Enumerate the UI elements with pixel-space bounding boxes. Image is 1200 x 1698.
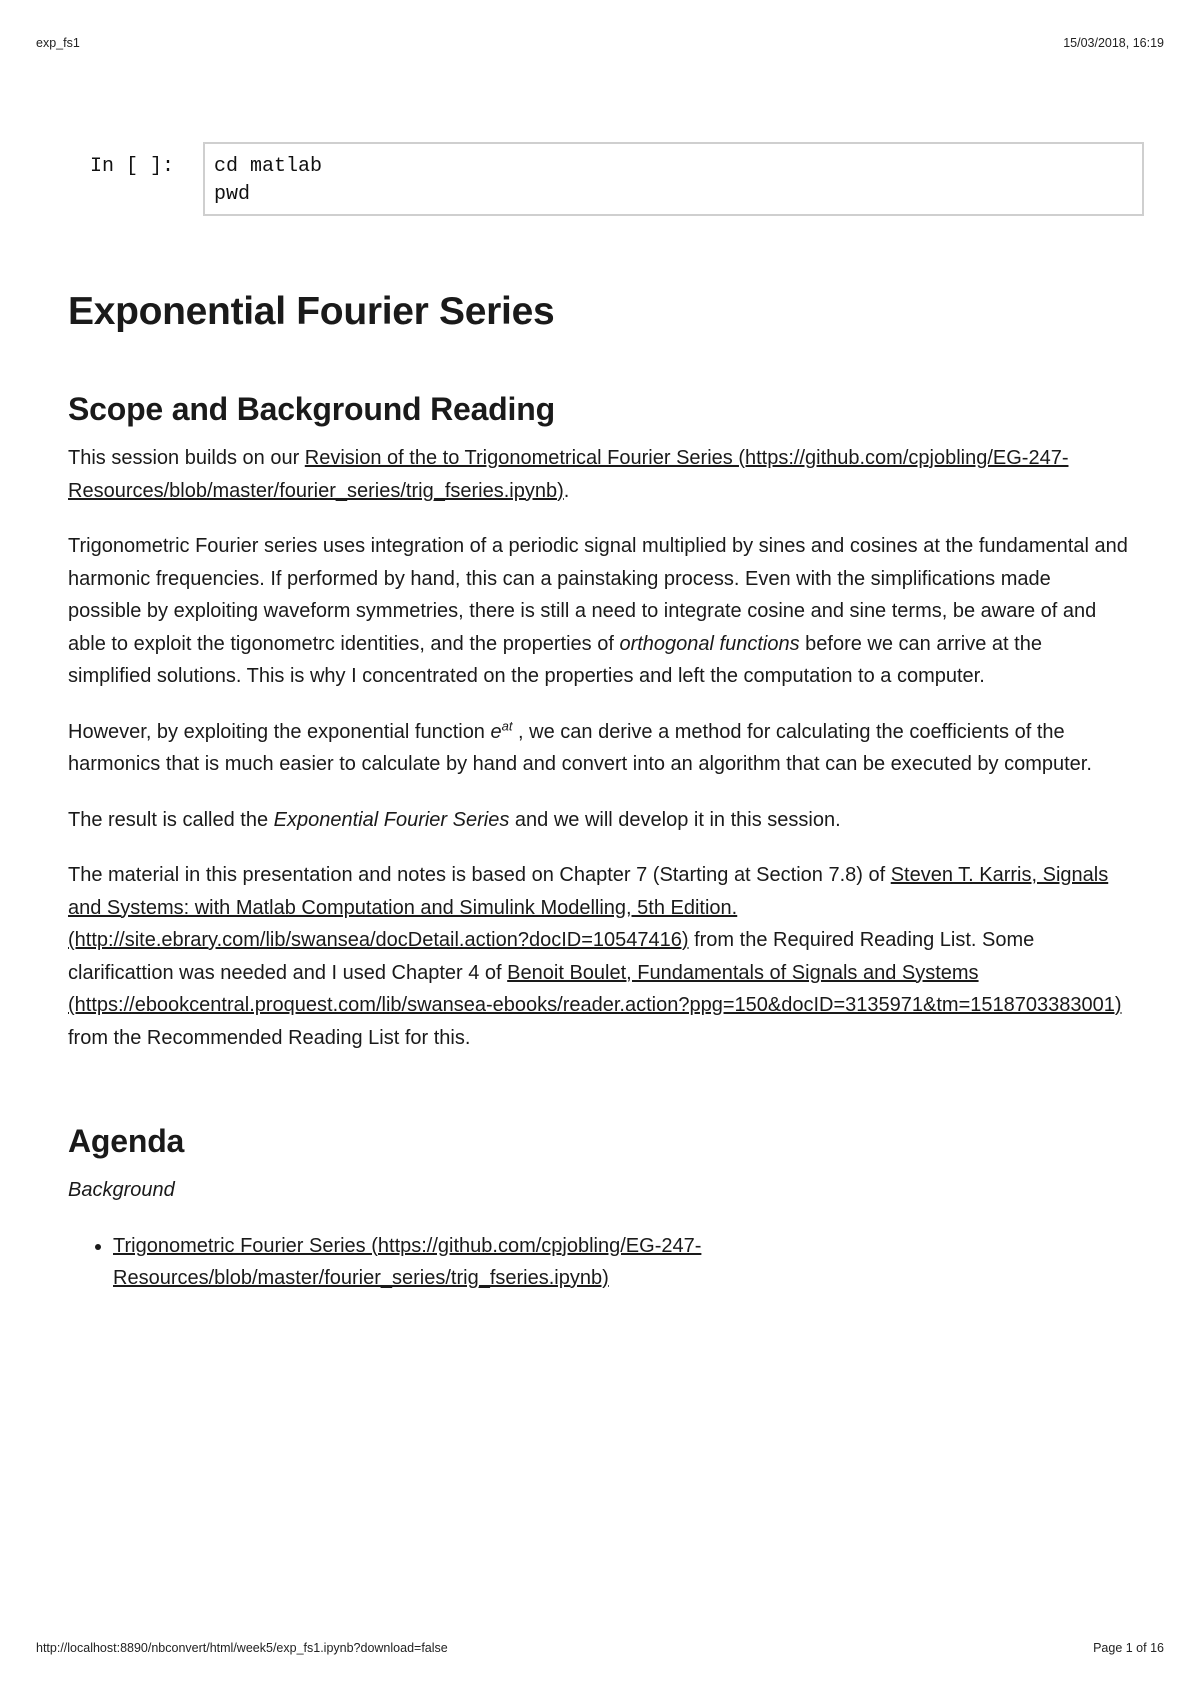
karris-link[interactable]: Steven T. Karris, Signals and Systems: with Matlab Computation and Simulink Modelling, 5th Edition. (http://site.ebrary.com/lib/swansea/docDetail.action?docID=10547416) <box>68 864 1109 951</box>
print-header-timestamp: 15/03/2018, 16:19 <box>1063 36 1164 50</box>
agenda-list <box>68 1230 1128 1295</box>
paragraph-result <box>68 804 1128 837</box>
list-item <box>113 1230 1128 1295</box>
text: from the Required Reading List. Some clarificattion was needed and I used Chapter 4 of <box>68 929 1035 984</box>
markdown-content <box>68 290 1128 1295</box>
math-base: e <box>490 720 502 743</box>
paragraph-material <box>68 859 1128 1054</box>
text: However, by exploiting the exponential function <box>68 720 491 743</box>
paragraph-trig <box>68 530 1128 693</box>
text: The result is called the <box>68 808 274 831</box>
math-exponent: at <box>501 717 513 733</box>
text: from the Recommended Reading List for this. <box>68 1026 471 1049</box>
text: The material in this presentation and notes is based on Chapter 7 (Starting at Section 7.8) of <box>68 864 891 886</box>
print-footer <box>36 1641 1164 1655</box>
page-title: Exponential Fourier Series <box>68 290 555 333</box>
text: This session builds on our <box>68 447 305 469</box>
code-line: pwd <box>214 183 251 206</box>
trig-fourier-link[interactable]: Trigonometric Fourier Series (https://github.com/cpjobling/EG-247-Resources/blob/master/fourier_series/trig_fseries.ipynb) <box>113 1234 702 1289</box>
paragraph-exponential <box>68 716 1128 781</box>
code-cell <box>90 142 1146 216</box>
paragraph-intro <box>68 442 1128 507</box>
text: , we can derive a method for calculating the coefficients of the harmonics that is much easier to calculate by hand and convert into an algorithm that can be executed by computer. <box>68 720 1092 775</box>
scope-heading: Scope and Background Reading <box>68 391 555 427</box>
text: Trigonometric Fourier series uses integration of a periodic signal multiplied by sines and cosines at the fundamental and harmonic frequencies. If performed by hand, this can a painstaking process. Even with the simplifications made possible by exploiting waveform symmetries, there is still a need to integrate cosine and sine terms, be aware of and able to exploit the tigonometrc identities, and the properties of <box>68 535 1128 655</box>
text: and we will develop it in this session. <box>509 808 841 831</box>
emphasis: orthogonal functions <box>619 632 800 655</box>
emphasis: Exponential Fourier Series <box>273 808 510 831</box>
text: . <box>563 479 570 502</box>
cell-prompt: In [ ]: <box>90 155 175 178</box>
agenda-heading: Agenda <box>68 1123 185 1159</box>
revision-link[interactable]: Revision of the to Trigonometrical Fourier Series (https://github.com/cpjobling/EG-247-Resources/blob/master/fourier_series/trig_fseries.ipynb) <box>68 447 1069 502</box>
code-line: cd matlab <box>214 155 323 178</box>
math-expression <box>490 717 513 743</box>
emphasis: Background <box>68 1179 175 1201</box>
print-footer-page-number: Page 1 of 16 <box>1093 1641 1164 1655</box>
print-header <box>36 36 1164 50</box>
print-footer-url: http://localhost:8890/nbconvert/html/week5/exp_fs1.ipynb?download=false <box>36 1641 448 1655</box>
boulet-link[interactable]: Benoit Boulet, Fundamentals of Signals and Systems (https://ebookcentral.proquest.com/lib/swansea-ebooks/reader.action?ppg=150&docID=3135971&tm=1518703383001) <box>68 961 1122 1016</box>
agenda-subheading <box>68 1174 1128 1207</box>
code-editor[interactable] <box>203 142 1144 216</box>
print-header-title: exp_fs1 <box>36 36 80 50</box>
text: before we can arrive at the simplified solutions. This is why I concentrated on the properties and left the computation to a computer. <box>68 632 1042 687</box>
